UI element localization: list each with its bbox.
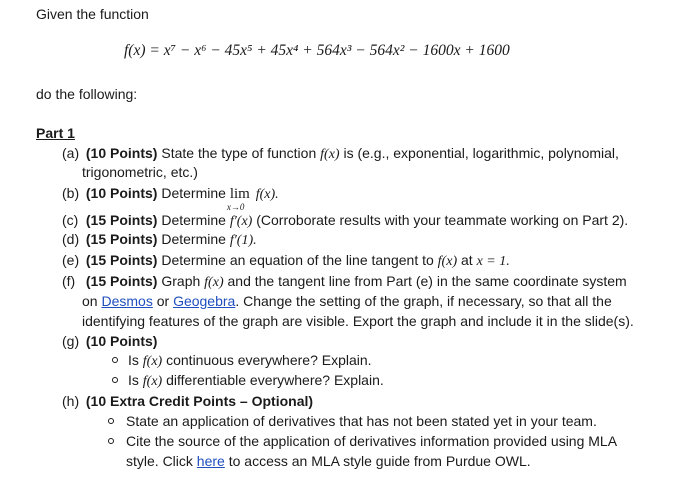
formula-lhs: f(x) = xyxy=(124,42,160,59)
item-d xyxy=(62,230,257,250)
item-g-bullet2-pre: Is xyxy=(128,372,139,388)
item-f-math: f(x) xyxy=(204,275,224,290)
bullet-icon xyxy=(112,377,118,383)
function-formula xyxy=(124,42,510,60)
item-c-text-pre: Determine xyxy=(161,212,226,228)
bullet-icon xyxy=(108,418,114,424)
item-a-line2: trigonometric, etc.) xyxy=(82,164,198,180)
item-b xyxy=(62,184,279,212)
item-c-points: (15 Points) xyxy=(85,212,158,228)
bullet-icon xyxy=(112,357,118,363)
item-g-bullet1-post: continuous everywhere? Explain. xyxy=(166,352,372,368)
item-g-bullet1 xyxy=(128,351,372,371)
item-e-text-mid: at xyxy=(461,252,473,268)
item-h-label: (h) xyxy=(62,393,80,409)
item-e-text-pre: Determine an equation of the line tangent to xyxy=(161,252,434,268)
item-h-bullet2-line2 xyxy=(126,452,531,470)
do-following-text: do the following: xyxy=(36,86,138,102)
item-e-label: (e) xyxy=(62,252,80,268)
item-d-text-pre: Determine xyxy=(161,231,226,247)
item-b-math: f(x). xyxy=(255,187,279,202)
item-d-points: (15 Points) xyxy=(85,231,158,247)
item-h xyxy=(62,392,313,410)
item-e-points: (15 Points) xyxy=(85,252,158,268)
item-d-label: (d) xyxy=(62,231,80,247)
item-g-bullet1-pre: Is xyxy=(128,352,139,368)
item-b-text-pre: Determine xyxy=(161,185,226,201)
bullet-icon xyxy=(108,438,114,444)
desmos-link[interactable]: Desmos xyxy=(101,293,153,309)
item-a-points: (10 Points) xyxy=(85,145,158,161)
item-f-line2-post: . Change the setting of the graph, if necessary, so that all the xyxy=(235,293,612,309)
intro-text: Given the function xyxy=(36,6,149,22)
item-e-math2: x = 1. xyxy=(476,254,510,269)
item-c-label: (c) xyxy=(62,212,79,228)
item-a-math: f(x) xyxy=(320,147,340,162)
item-c-math: f′(x) xyxy=(229,214,253,229)
item-f-label: (f) xyxy=(62,273,76,289)
item-h-bullet2-post: to access an MLA style guide from Purdue OWL. xyxy=(228,453,531,469)
item-f-line2 xyxy=(82,292,612,310)
item-g-bullet2 xyxy=(128,371,384,391)
item-h-bullet1: State an application of derivatives that has not been stated yet in your team. xyxy=(126,413,597,429)
formula-rhs: x⁷ − x⁶ − 45x⁵ + 45x⁴ + 564x³ − 564x² − 1600x + 1600 xyxy=(163,42,510,59)
item-h-bullet2-pre: style. Click xyxy=(126,453,193,469)
item-f-text-pre: Graph xyxy=(161,273,201,289)
item-a-text-post: is (e.g., exponential, logarithmic, polynomial, xyxy=(343,145,619,161)
item-f-line3: identifying features of the graph are visible. Export the graph and include it in the slide(s). xyxy=(82,313,634,329)
item-a-text-pre: State the type of function xyxy=(161,145,317,161)
item-f-line2-mid: or xyxy=(156,293,170,309)
part1-title: Part 1 xyxy=(36,125,75,141)
item-f-points: (15 Points) xyxy=(85,273,158,289)
limit-subscript: x→0 xyxy=(226,202,245,212)
limit-label: lim xyxy=(229,186,250,202)
limit-operator xyxy=(226,185,250,212)
item-f-text-post: and the tangent line from Part (e) in the same coordinate system xyxy=(227,273,627,289)
item-c xyxy=(62,211,628,231)
item-g-points: (10 Points) xyxy=(85,333,158,349)
item-g-bullet2-math: f(x) xyxy=(142,374,163,389)
item-f-line2-pre: on xyxy=(82,293,98,309)
item-g-label: (g) xyxy=(62,333,80,349)
item-g-bullet1-math: f(x) xyxy=(142,354,163,369)
item-d-math: f′(1). xyxy=(229,233,257,248)
geogebra-link[interactable]: Geogebra xyxy=(173,293,236,309)
purdue-owl-link[interactable]: here xyxy=(196,453,225,469)
item-a-label: (a) xyxy=(62,145,80,161)
item-h-bullet2-line1: Cite the source of the application of derivatives information provided using MLA xyxy=(126,433,618,449)
item-e-math: f(x) xyxy=(437,254,458,269)
item-b-points: (10 Points) xyxy=(85,185,158,201)
item-a xyxy=(62,144,619,164)
item-f xyxy=(62,272,627,292)
item-c-text-post: (Corroborate results with your teammate working on Part 2). xyxy=(256,212,629,228)
item-h-points: (10 Extra Credit Points – Optional) xyxy=(85,393,314,409)
item-e xyxy=(62,251,510,271)
item-b-label: (b) xyxy=(62,185,80,201)
item-g xyxy=(62,332,157,350)
item-g-bullet2-post: differentiable everywhere? Explain. xyxy=(166,372,384,388)
